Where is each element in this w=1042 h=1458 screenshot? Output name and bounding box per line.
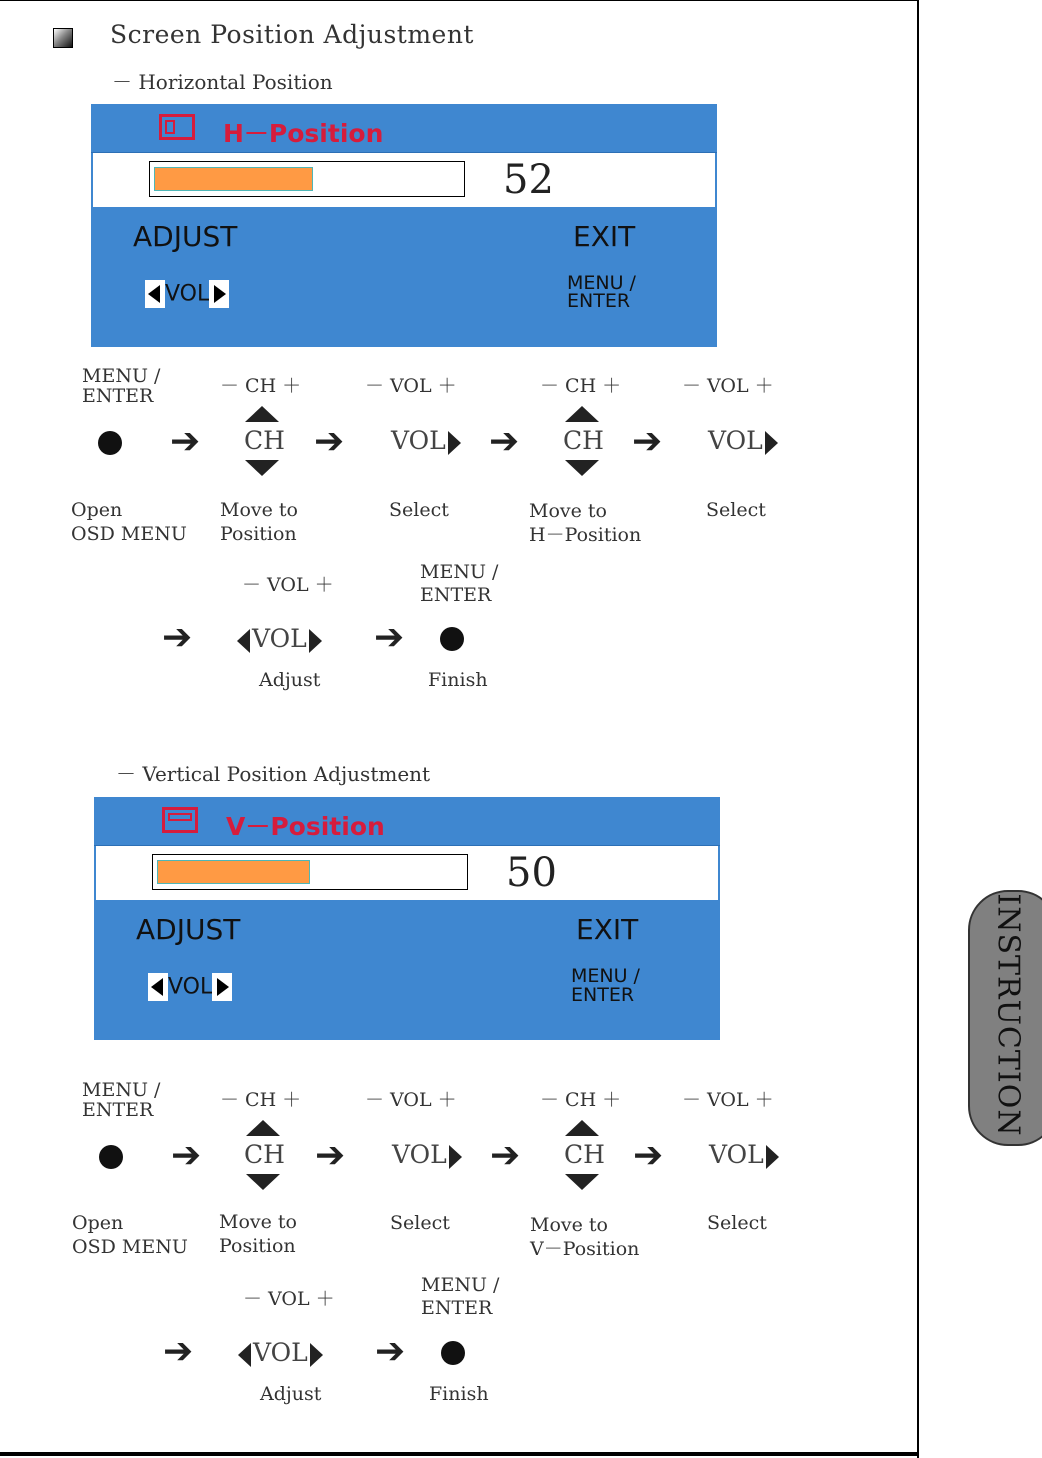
h-osd-panel: [91, 104, 717, 347]
arrow-right-icon: ➔: [162, 617, 193, 658]
horizontal-subtitle: － Horizontal Position: [112, 70, 333, 94]
step-key-label: － VOL ＋: [682, 375, 774, 397]
level-bar-fill: [157, 860, 310, 884]
ch-up-icon: [246, 1120, 280, 1136]
arrow-right-icon: ➔: [315, 1135, 346, 1176]
vol-hint-label: VOL: [168, 974, 213, 1000]
vol-right-icon: [766, 1145, 779, 1169]
vol-left-icon: [237, 629, 250, 653]
page-border-right: [917, 0, 919, 1458]
menu-enter-hint: MENU / ENTER: [571, 965, 640, 1006]
step-description: Adjust: [259, 669, 321, 691]
step-description: Adjust: [260, 1383, 322, 1405]
vol-left-icon: [148, 973, 168, 1001]
menu-enter-hint: MENU / ENTER: [567, 272, 636, 312]
osd-level-row: [93, 153, 715, 207]
osd-header: [94, 797, 720, 846]
step-key-label: － VOL ＋: [242, 574, 334, 596]
step-description: Move to H－Position: [529, 500, 642, 546]
step-description: Move to V－Position: [530, 1214, 640, 1260]
page-title: Screen Position Adjustment: [110, 20, 474, 49]
vol-adjust-key: [238, 1338, 323, 1367]
step-key-label: － CH ＋: [220, 1089, 302, 1111]
arrow-right-icon: ➔: [163, 1331, 194, 1372]
arrow-right-icon: ➔: [490, 1135, 521, 1176]
vol-right-icon: [310, 1343, 323, 1367]
arrow-right-icon: ➔: [489, 421, 520, 462]
osd-level-row: [96, 846, 718, 900]
vol-key-hint: [148, 973, 232, 1001]
arrow-right-icon: ➔: [170, 421, 201, 462]
level-bar: [152, 854, 468, 890]
vol-key-text: VOL: [709, 1140, 764, 1169]
ch-down-icon: [565, 1174, 599, 1190]
vol-left-icon: [238, 1343, 251, 1367]
vol-right-icon: [448, 431, 461, 455]
step-description: Move to Position: [220, 499, 298, 545]
step-description: Select: [390, 1212, 450, 1234]
v-osd-panel: [94, 797, 720, 1040]
step-key-label: － VOL ＋: [365, 375, 457, 397]
step-key-label: － VOL ＋: [365, 1089, 457, 1111]
ch-down-icon: [246, 1174, 280, 1190]
vol-right-icon: [309, 629, 322, 653]
exit-label: EXIT: [576, 913, 639, 946]
step-key-label: MENU / ENTER: [420, 561, 499, 606]
step-key-label: － CH ＋: [540, 1089, 622, 1111]
vol-right-icon: [209, 280, 229, 308]
level-value: 50: [506, 850, 557, 896]
step-description: Open OSD MENU: [71, 499, 187, 545]
vol-right-icon: [212, 973, 232, 1001]
osd-title: H－Position: [223, 119, 384, 148]
ch-key: CH: [563, 426, 604, 455]
vol-plus-key: [392, 1140, 462, 1169]
vol-key-text: VOL: [253, 1338, 308, 1367]
level-bar: [149, 161, 465, 197]
arrow-right-icon: ➔: [375, 1331, 406, 1372]
vol-adjust-key: [237, 624, 322, 653]
page-border-bottom: [0, 1452, 919, 1456]
ch-key: CH: [244, 426, 285, 455]
step-description: Finish: [429, 1383, 489, 1405]
ch-up-icon: [565, 1120, 599, 1136]
osd-title: V－Position: [226, 812, 385, 841]
vertical-subtitle: － Vertical Position Adjustment: [116, 762, 431, 786]
vol-key-hint: [145, 280, 229, 308]
step-key-label: － VOL ＋: [243, 1288, 335, 1310]
arrow-right-icon: ➔: [171, 1135, 202, 1176]
step-key-label: － CH ＋: [220, 375, 302, 397]
vol-key-text: VOL: [252, 624, 307, 653]
step-key-label: MENU / ENTER: [421, 1274, 500, 1319]
step-description: Select: [707, 1212, 767, 1234]
vol-key-text: VOL: [391, 426, 446, 455]
vol-key-text: VOL: [708, 426, 763, 455]
ch-up-icon: [565, 406, 599, 422]
ch-down-icon: [565, 460, 599, 476]
arrow-right-icon: ➔: [633, 1135, 664, 1176]
h-position-icon: [159, 114, 195, 140]
step-description: Open OSD MENU: [72, 1212, 188, 1258]
step-description: Select: [389, 499, 449, 521]
vol-plus-key: [709, 1140, 779, 1169]
exit-label: EXIT: [573, 220, 636, 253]
ch-key: CH: [244, 1140, 285, 1169]
step-description: Move to Position: [219, 1211, 297, 1257]
ch-up-icon: [245, 406, 279, 422]
step-key-label: － CH ＋: [540, 375, 622, 397]
step-description: Finish: [428, 669, 488, 691]
vol-key-text: VOL: [392, 1140, 447, 1169]
step-key-label: MENU / ENTER: [82, 365, 161, 407]
v-position-icon: [162, 807, 198, 833]
vol-right-icon: [765, 431, 778, 455]
step-key-label: MENU / ENTER: [82, 1079, 161, 1121]
arrow-right-icon: ➔: [374, 617, 405, 658]
vol-left-icon: [145, 280, 165, 308]
arrow-right-icon: ➔: [632, 421, 663, 462]
page-border-top: [0, 0, 919, 1]
vol-plus-key: [708, 426, 778, 455]
menu-enter-button-icon: [99, 1145, 123, 1169]
arrow-right-icon: ➔: [314, 421, 345, 462]
side-tab-label: INSTRUCTION: [990, 893, 1026, 1137]
adjust-label: ADJUST: [133, 220, 238, 253]
menu-enter-button-icon: [441, 1341, 465, 1365]
step-key-label: － VOL ＋: [682, 1089, 774, 1111]
ch-key: CH: [564, 1140, 605, 1169]
menu-enter-button-icon: [440, 627, 464, 651]
section-bullet-icon: [53, 28, 73, 48]
vol-right-icon: [449, 1145, 462, 1169]
level-bar-fill: [154, 167, 313, 191]
adjust-label: ADJUST: [136, 913, 241, 946]
vol-hint-label: VOL: [165, 281, 210, 307]
osd-header: [91, 104, 717, 153]
vol-plus-key: [391, 426, 461, 455]
ch-down-icon: [245, 460, 279, 476]
step-description: Select: [706, 499, 766, 521]
level-value: 52: [503, 157, 554, 203]
menu-enter-button-icon: [98, 431, 122, 455]
